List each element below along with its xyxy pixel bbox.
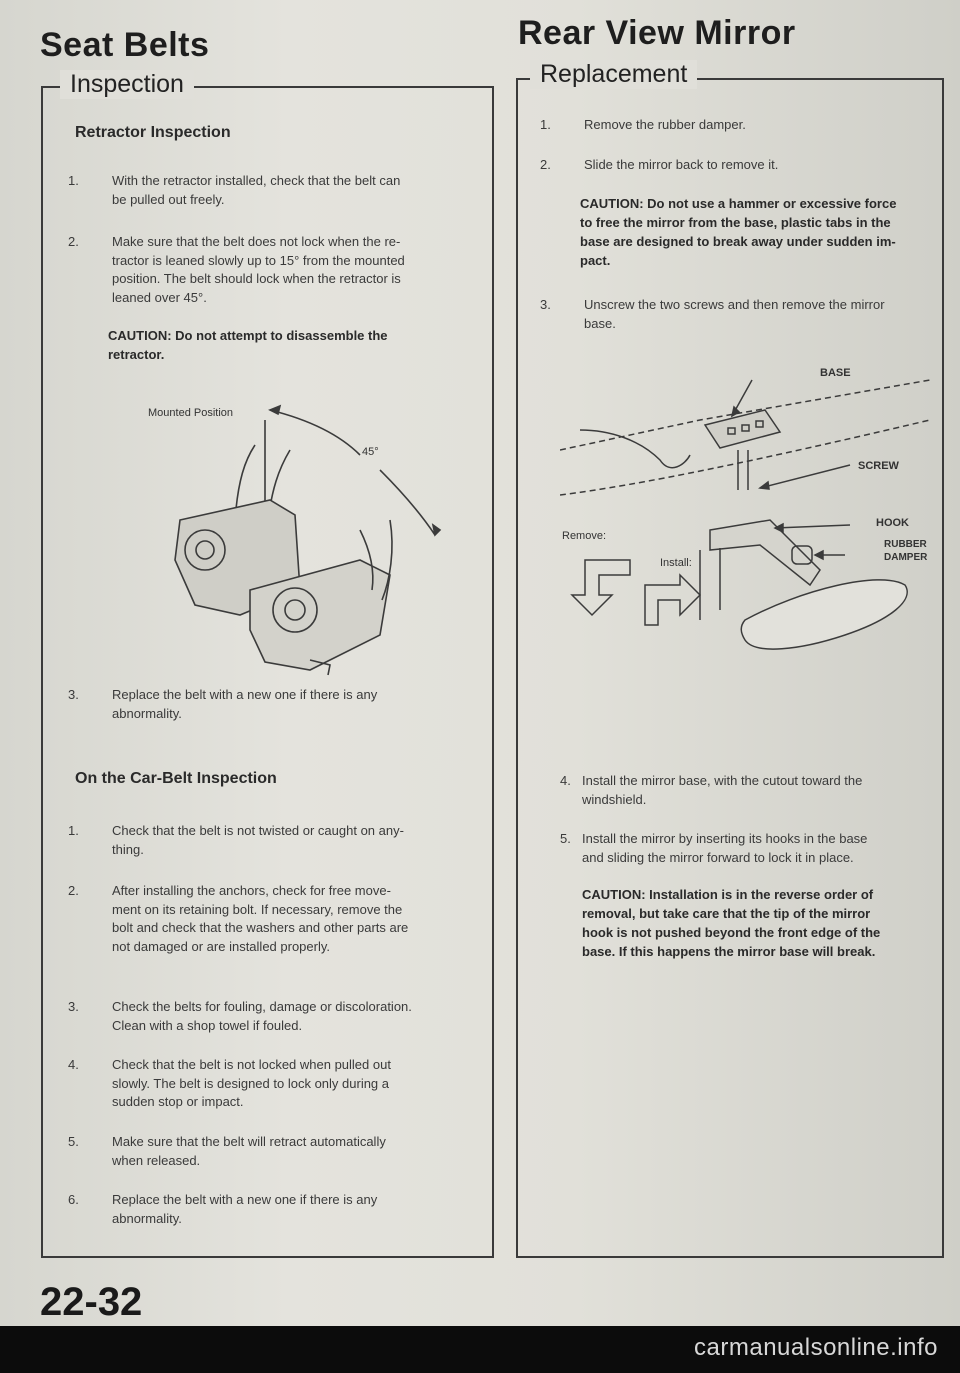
mirror-glass	[741, 580, 907, 649]
step-line: Make sure that the belt will retract automatically	[112, 1134, 386, 1149]
caution-line: CAUTION: Do not use a hammer or excessive force	[580, 196, 897, 211]
page-number: 22-32	[40, 1280, 143, 1324]
step-line: abnormality.	[112, 705, 182, 721]
arrow-head	[815, 551, 823, 559]
caution-line: base are designed to break away under sudden im-	[580, 234, 896, 249]
mounted-position-label: Mounted Position	[148, 407, 233, 419]
retractor-caution	[108, 326, 388, 364]
step-number: 2.	[68, 234, 79, 249]
arrow-head	[433, 525, 440, 535]
watermark: carmanualsonline.info	[694, 1334, 938, 1361]
step-number: 5.	[68, 1134, 79, 1149]
screw-leader	[760, 465, 850, 488]
step-line: be pulled out freely.	[112, 191, 225, 207]
caution-line: pact.	[580, 253, 611, 268]
caution-line: hook is not pushed beyond the front edge of the	[582, 925, 881, 940]
angle-arc-top	[270, 410, 360, 455]
step-line: leaned over 45°.	[112, 289, 207, 305]
mirror-hook-arm	[710, 520, 820, 585]
step-line: when released.	[112, 1152, 201, 1168]
step-line: sudden stop or impact.	[112, 1094, 244, 1109]
installation-caution	[582, 885, 880, 961]
step-line: Remove the rubber damper.	[584, 117, 746, 132]
angle-arc-45	[380, 470, 435, 535]
step-line: windshield.	[582, 791, 647, 807]
step-line: With the retractor installed, check that the belt can	[112, 173, 401, 188]
step-line: abnormality.	[112, 1210, 182, 1226]
step-line: base.	[584, 315, 616, 331]
step-number: 1.	[68, 823, 79, 838]
caution-line: retractor.	[108, 347, 165, 362]
step-line: Check that the belt is not locked when pulled out	[112, 1057, 391, 1072]
retractor-inspection-heading: Retractor Inspection	[75, 124, 231, 141]
caution-line: to free the mirror from the base, plastic tabs in the	[580, 215, 891, 230]
step-line: Clean with a shop towel if fouled.	[112, 1017, 303, 1033]
step-line: Install the mirror base, with the cutout toward the	[582, 773, 863, 788]
step-line: slowly. The belt is designed to lock only during a	[112, 1075, 390, 1091]
step-number: 4.	[68, 1057, 79, 1072]
step-line: Slide the mirror back to remove it.	[584, 157, 779, 172]
damper-label: DAMPER	[884, 552, 928, 563]
caution-line: CAUTION: Installation is in the reverse order of	[582, 887, 874, 902]
seat-belts-title: Seat Belts	[40, 26, 210, 64]
step-number: 6.	[68, 1192, 79, 1207]
step-line: position. The belt should lock when the retractor is	[112, 271, 401, 286]
caution-line: base. If this happens the mirror base will break.	[582, 944, 876, 959]
arrow-head	[760, 482, 769, 489]
step-line: thing.	[112, 841, 144, 857]
step-line: and sliding the mirror forward to lock it in place.	[582, 849, 854, 865]
step-number: 3.	[540, 297, 551, 312]
mirror-stem	[700, 548, 720, 620]
rear-view-mirror-title: Rear View Mirror	[518, 14, 796, 52]
angle-45-label: 45°	[362, 446, 379, 458]
hook-label: HOOK	[876, 517, 909, 529]
install-label: Install:	[660, 557, 692, 569]
step-number: 4.	[560, 773, 571, 788]
inspection-heading: Inspection	[60, 70, 194, 99]
step-line: Check the belts for fouling, damage or discoloration.	[112, 999, 412, 1014]
step-line: bolt and check that the washers and other parts are	[112, 920, 409, 935]
step-line: tractor is leaned slowly up to 15° from the mounted	[112, 252, 405, 268]
rubber-label: RUBBER	[884, 539, 927, 550]
car-belt-inspection-heading: On the Car-Belt Inspection	[75, 770, 277, 787]
arrow-head	[732, 407, 739, 416]
step-line: ment on its retaining bolt. If necessary, remove the	[112, 901, 403, 917]
step-line: not damaged or are installed properly.	[112, 938, 330, 954]
caution-line: CAUTION: Do not attempt to disassemble the	[108, 328, 388, 343]
step-number: 3.	[68, 687, 79, 702]
removal-caution	[580, 194, 896, 270]
step-line: Make sure that the belt does not lock when the re-	[112, 234, 401, 249]
step-line: Install the mirror by inserting its hooks in the base	[582, 831, 868, 846]
step-number: 1.	[540, 117, 551, 132]
step-number: 3.	[68, 999, 79, 1014]
step-line: Unscrew the two screws and then remove the mirror	[584, 297, 885, 312]
remove-arrow-icon	[572, 560, 630, 615]
step-number: 5.	[560, 831, 571, 846]
windshield-contour	[580, 430, 690, 468]
hook-leader	[775, 525, 850, 528]
remove-label: Remove:	[562, 530, 607, 542]
step-number: 1.	[68, 173, 79, 188]
screw-shaft	[738, 450, 748, 490]
step-line: After installing the anchors, check for free move-	[112, 883, 391, 898]
step-number: 2.	[68, 883, 79, 898]
step-number: 2.	[540, 157, 551, 172]
caution-line: removal, but take care that the tip of the mirror	[582, 906, 871, 921]
step-line: Replace the belt with a new one if there is any	[112, 1192, 378, 1207]
step-line: Check that the belt is not twisted or caught on any-	[112, 823, 404, 838]
footer-bar	[0, 1326, 960, 1373]
replacement-heading: Replacement	[530, 60, 697, 89]
retractor-diagram	[150, 400, 490, 690]
base-label: BASE	[820, 367, 851, 379]
arrow-head	[270, 406, 280, 414]
screw-label: SCREW	[858, 460, 899, 472]
install-arrow-icon	[645, 575, 700, 625]
step-line: Replace the belt with a new one if there is any	[112, 687, 378, 702]
